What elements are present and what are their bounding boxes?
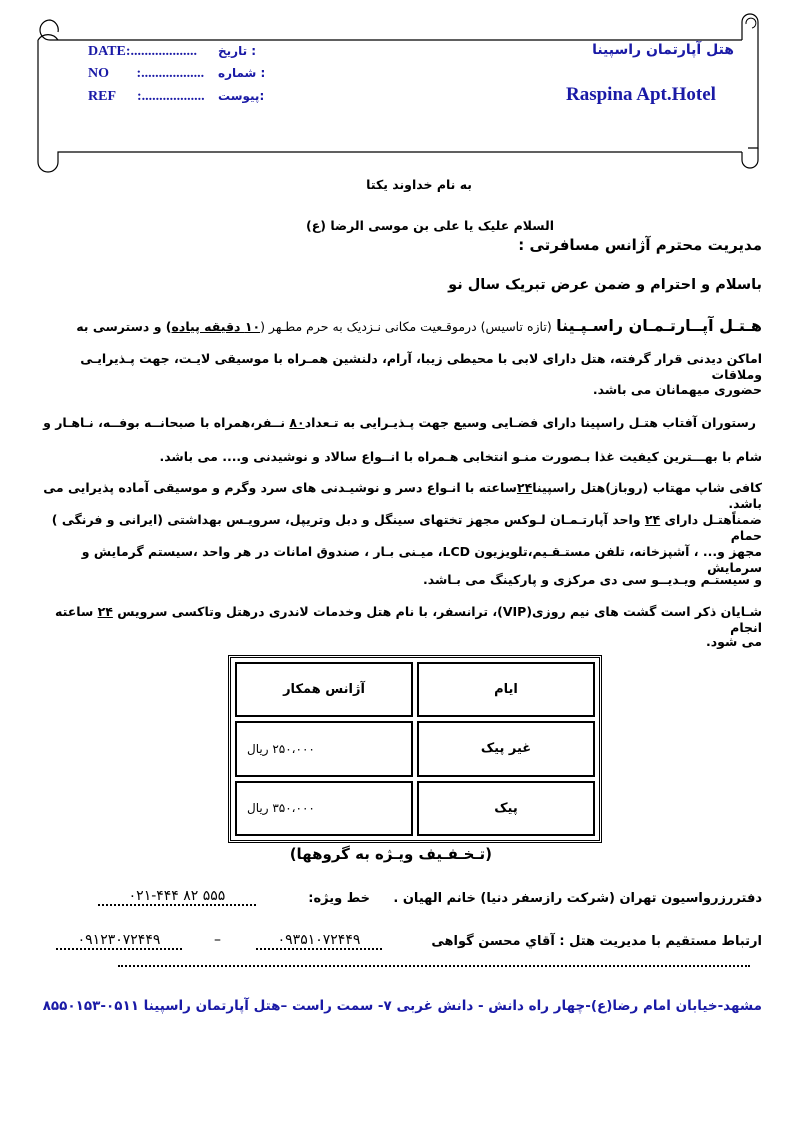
agency-header: آژانس همکار bbox=[235, 662, 413, 717]
hotel-name-fa: هتل آپارتمان راسپینا bbox=[592, 42, 734, 58]
paragraph-line-9: و سیستـم ویـدیــو سی دی مرکزی و پارکینگ می بـاشد. bbox=[422, 572, 762, 587]
coffee-shop-hours: ۲۴ bbox=[516, 480, 533, 495]
direct-separator: – bbox=[214, 932, 221, 948]
direct-contact-label: ارتباط مستقیم با مدیریت هتل : آقاي محسن گواهی bbox=[431, 934, 762, 949]
dotted-separator bbox=[118, 957, 750, 967]
paragraph-line-4: رستوران آفتاب هتـل راسپینا دارای فضـایی وسیع جهت پـذیـرایی به تـعداد۸۰ نــفر،همراه با صبحانــه بوفــه، نـاهـار و bbox=[43, 415, 756, 430]
tehran-office: دفتررزرواسیون تهران (شرکت رازسفر دنیا) خانم الهیان . bbox=[393, 891, 762, 906]
paragraph-line-6: کافی شاپ مهتاب (روباز)هتل راسپینا۲۴ساعته با انـواع دسر و نوشیـدنی های سرد وگرم و موسیقی آماده پذیرایی می باشد. bbox=[43, 480, 762, 511]
hotel-name-emphasis: هـتـل آپــارتـمـان راسـپـینا bbox=[556, 316, 762, 335]
hotel-address: مشهد-خیابان امام رضا(ع)-چهار راه دانش - دانش غربی ۷- سمت راست –هتل آپارتمان راسپینا ۰۵۱۱-۸۵۵۰۱۵۳ bbox=[42, 998, 762, 1014]
date-label-fa: تاریخ : bbox=[218, 44, 257, 58]
paragraph-line-10: شـایان ذکر است گشت های نیم روزی(VIP)، ترانسفر، با نام هتل وخدمات لاندری درهتل وتاکسی سرویس ۲۴ ساعته انجام bbox=[55, 604, 762, 635]
date-dots: ................... bbox=[130, 44, 198, 59]
paragraph-line-11: می شود. bbox=[705, 634, 762, 649]
no-label-fa: شماره : bbox=[218, 66, 266, 80]
ref-label-en: REF bbox=[88, 89, 116, 104]
paragraph-line-1: هـتـل آپــارتـمـان راسـپـینا (تازه تاسیس) درموقـعیت مکانی نـزدیک به حرم مطـهر (۱۰ دقیقه پیاده) و دسترسی به bbox=[76, 316, 762, 335]
direct-number-1: ۰۹۳۵۱۰۷۲۴۴۹ bbox=[256, 932, 382, 950]
date-label-en: DATE: bbox=[88, 44, 131, 59]
table-header-row bbox=[235, 662, 595, 717]
addressee: مدیریت محترم آژانس مسافرتی : bbox=[518, 236, 762, 254]
apartment-count: ۲۴ bbox=[644, 512, 661, 527]
off-peak-price: ۲۵۰،۰۰۰ ریال bbox=[235, 721, 413, 776]
peak-label: پیک bbox=[417, 781, 595, 836]
group-discount-note: (تـخـفـیف ویـژه به گروهها) bbox=[289, 845, 492, 863]
ref-field bbox=[88, 89, 205, 105]
direct-number-2: ۰۹۱۲۳۰۷۲۴۴۹ bbox=[56, 932, 182, 950]
paragraph-line-3: حضوری میهمانان می باشد. bbox=[592, 382, 762, 397]
ref-dots: :.................. bbox=[136, 89, 205, 104]
hotel-name-en: Raspina Apt.Hotel bbox=[566, 84, 716, 105]
special-line-label: خط ویژه: bbox=[308, 891, 370, 906]
special-line-number: ۰۲۱-۴۴۴ ۸۲ ۵۵۵ bbox=[98, 888, 256, 906]
date-field bbox=[88, 44, 197, 60]
table-row bbox=[235, 721, 595, 776]
no-dots: :.................. bbox=[136, 66, 205, 81]
greeting: باسلام و احترام و ضمن عرض تبریک سال نو bbox=[448, 277, 762, 293]
peak-price: ۳۵۰،۰۰۰ ریال bbox=[235, 781, 413, 836]
paragraph-line-5: شام با بهـــترین کیفیت غذا بـصورت منـو انتخابی هـمراه با انــواع سالاد و نوشیدنی و.... می باشد. bbox=[159, 449, 762, 464]
paragraph-line-2: اماکن دیدنی قرار گرفته، هتل دارای لابی با محیطی زیبا، آرام، دلنشین همـراه با موسیقی لایـت، جهت پـذیرایـی وملاقات bbox=[80, 351, 762, 382]
table-row bbox=[235, 781, 595, 836]
no-label-en: NO bbox=[88, 66, 109, 81]
salutation: السلام علیک یا علی بن موسی الرضا (ع) bbox=[306, 218, 554, 233]
paragraph-line-8: مجهز و... ، آشپزخانه، تلفن مستـقـیم،تلویزیون LCD، میـنی بـار ، صندوق امانات در هر واحد ،سیستم گرمایش و سرمایش bbox=[81, 544, 762, 575]
paragraph-line-7: ضمناًهتـل دارای ۲۴ واحد آپارتـمـان لـوکس مجهز تختهای سینگل و دبل وتریپل، سرویـس بهداشتی (ایرانی و فرنگی ) حمام bbox=[51, 512, 762, 543]
rates-table bbox=[228, 655, 602, 843]
restaurant-capacity: ۸۰ bbox=[289, 415, 305, 430]
days-header: ایام bbox=[417, 662, 595, 717]
off-peak-label: غیر پیک bbox=[417, 721, 595, 776]
walking-distance: ۱۰ دقیقه پیاده bbox=[171, 319, 261, 334]
ref-label-fa: پیوست: bbox=[218, 89, 265, 103]
taxi-hours: ۲۴ bbox=[97, 604, 113, 619]
basmala: به نام خداوند یکتا bbox=[366, 177, 472, 192]
number-field bbox=[88, 66, 204, 82]
